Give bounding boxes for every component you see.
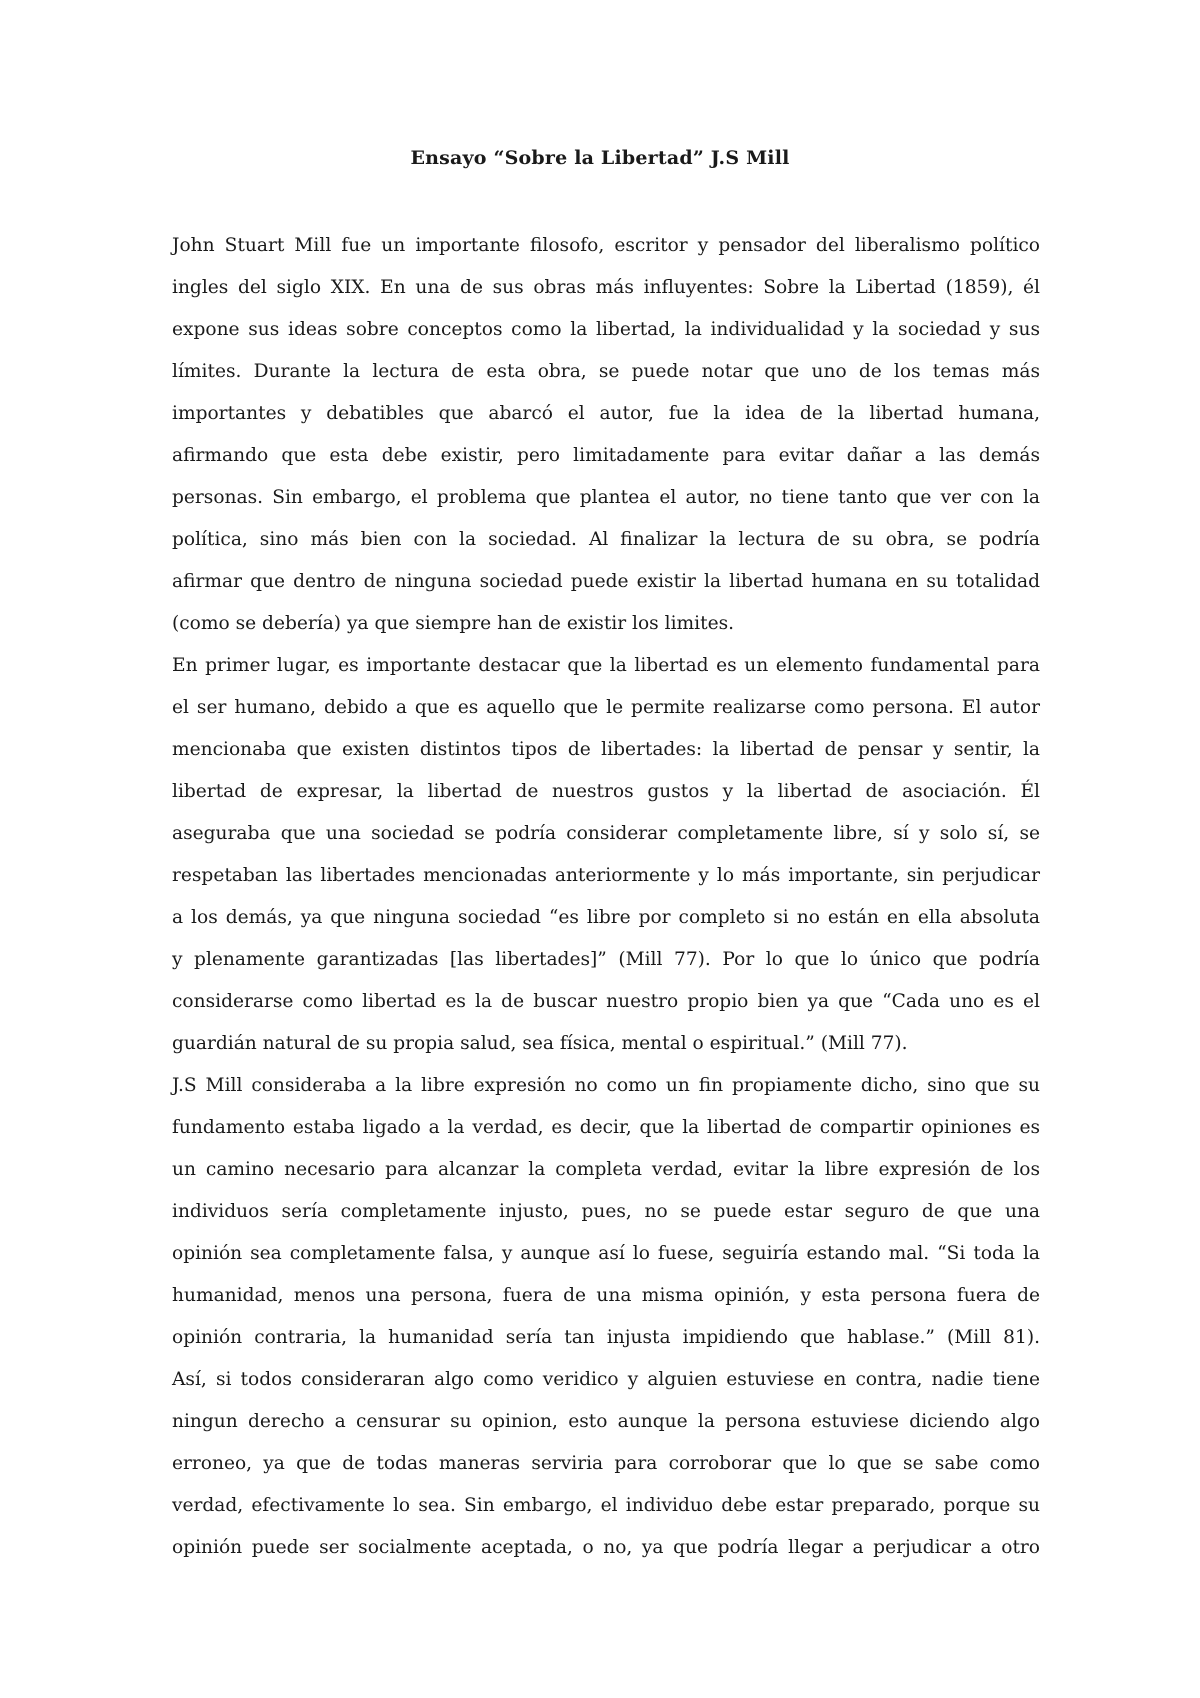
text-line: política, sino más bien con la sociedad. Al finalizar la lectura de su obra, se podría xyxy=(172,529,1040,550)
text-line: afirmar que dentro de ninguna sociedad puede existir la libertad humana en su totalidad xyxy=(172,571,1040,592)
text-line: ingles del siglo XIX. En una de sus obras más influyentes: Sobre la Libertad (1859), él xyxy=(172,277,1040,298)
text-line: erroneo, ya que de todas maneras serviria para corroborar que lo que se sabe como xyxy=(172,1453,1040,1474)
text-line: Así, si todos consideraran algo como veridico y alguien estuviese en contra, nadie tiene xyxy=(172,1369,1040,1390)
text-line: considerarse como libertad es la de buscar nuestro propio bien ya que “Cada uno es el xyxy=(172,991,1040,1012)
text-line: y plenamente garantizadas [las libertades]” (Mill 77). Por lo que lo único que podría xyxy=(172,949,1040,970)
text-line: un camino necesario para alcanzar la completa verdad, evitar la libre expresión de los xyxy=(172,1159,1040,1180)
text-line: personas. Sin embargo, el problema que plantea el autor, no tiene tanto que ver con la xyxy=(172,487,1040,508)
text-line: opinión sea completamente falsa, y aunque así lo fuese, seguiría estando mal. “Si toda la xyxy=(172,1243,1040,1264)
text-line: verdad, efectivamente lo sea. Sin embargo, el individuo debe estar preparado, porque su xyxy=(172,1495,1040,1516)
text-line: individuos sería completamente injusto, pues, no se puede estar seguro de que una xyxy=(172,1201,1040,1222)
text-line: mencionaba que existen distintos tipos de libertades: la libertad de pensar y sentir, la xyxy=(172,739,1040,760)
text-line: importantes y debatibles que abarcó el autor, fue la idea de la libertad humana, xyxy=(172,403,1040,424)
text-line: opinión puede ser socialmente aceptada, o no, ya que podría llegar a perjudicar a otro xyxy=(172,1537,1040,1558)
text-line: John Stuart Mill fue un importante filosofo, escritor y pensador del liberalismo político xyxy=(172,235,1040,256)
text-line: ningun derecho a censurar su opinion, esto aunque la persona estuviese diciendo algo xyxy=(172,1411,1040,1432)
document-title: Ensayo “Sobre la Libertad” J.S Mill xyxy=(410,147,790,169)
text-line: el ser humano, debido a que es aquello que le permite realizarse como persona. El autor xyxy=(172,697,1040,718)
text-line: fundamento estaba ligado a la verdad, es decir, que la libertad de compartir opiniones es xyxy=(172,1117,1040,1138)
text-line: (como se debería) ya que siempre han de existir los limites. xyxy=(172,613,735,634)
text-line: libertad de expresar, la libertad de nuestros gustos y la libertad de asociación. Él xyxy=(172,781,1040,802)
text-line: expone sus ideas sobre conceptos como la libertad, la individualidad y la sociedad y sus xyxy=(172,319,1040,340)
text-line: a los demás, ya que ninguna sociedad “es libre por completo si no están en ella absoluta xyxy=(172,907,1040,928)
text-line: J.S Mill consideraba a la libre expresión no como un fin propiamente dicho, sino que su xyxy=(172,1075,1040,1096)
text-line: límites. Durante la lectura de esta obra, se puede notar que uno de los temas más xyxy=(172,361,1040,382)
text-line: aseguraba que una sociedad se podría considerar completamente libre, sí y solo sí, se xyxy=(172,823,1040,844)
essay-body xyxy=(172,225,1040,1569)
text-line: En primer lugar, es importante destacar que la libertad es un elemento fundamental para xyxy=(172,655,1040,676)
text-line: guardián natural de su propia salud, sea física, mental o espiritual.” (Mill 77). xyxy=(172,1033,908,1054)
text-line: afirmando que esta debe existir, pero limitadamente para evitar dañar a las demás xyxy=(172,445,1040,466)
text-line: humanidad, menos una persona, fuera de una misma opinión, y esta persona fuera de xyxy=(172,1285,1040,1306)
text-line: respetaban las libertades mencionadas anteriormente y lo más importante, sin perjudicar xyxy=(172,865,1040,886)
text-line: opinión contraria, la humanidad sería tan injusta impidiendo que hablase.” (Mill 81). xyxy=(172,1327,1040,1348)
